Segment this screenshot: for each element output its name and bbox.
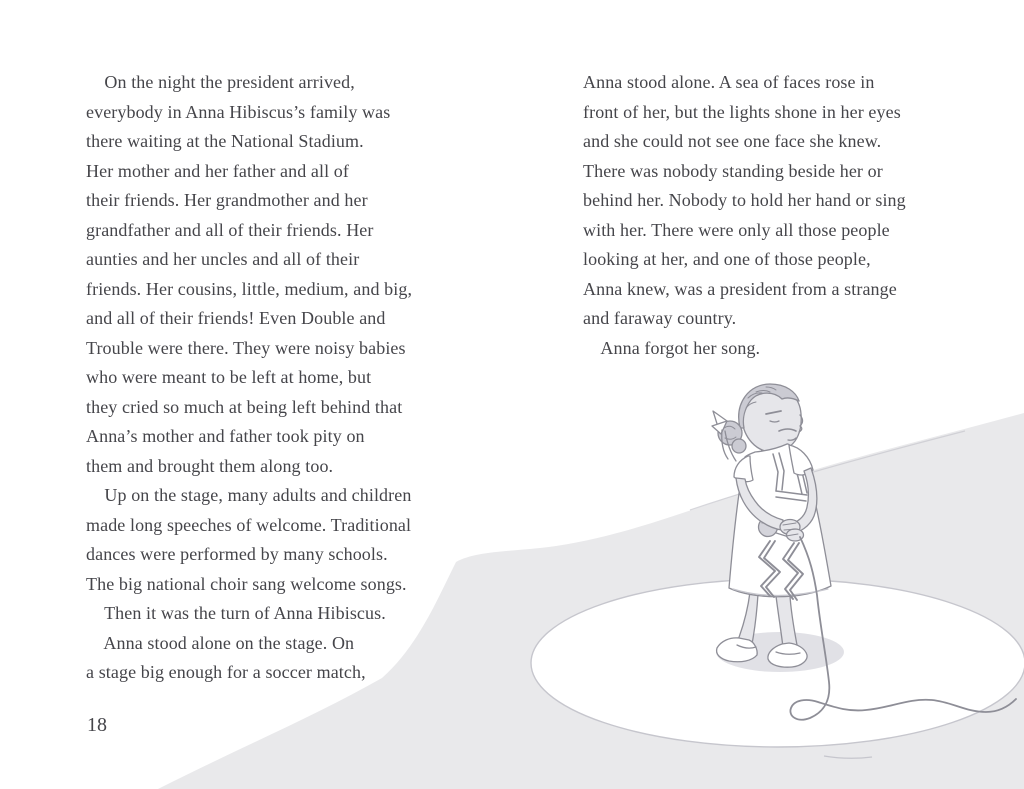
text-line: There was nobody standing beside her or — [583, 160, 883, 181]
left-text-column — [86, 68, 412, 688]
text-line: made long speeches of welcome. Traditional — [86, 514, 412, 535]
text-line: Anna knew, was a president from a strange — [583, 278, 897, 299]
text-line: Trouble were there. They were noisy babies — [86, 337, 406, 358]
text-line: everybody in Anna Hibiscus’s family was — [86, 101, 391, 122]
text-line: aunties and her uncles and all of their — [86, 249, 360, 269]
text-line: and all of their friends! Even Double and — [86, 308, 386, 328]
text-line: who were meant to be left at home, but — [86, 367, 372, 387]
text-line: behind her. Nobody to hold her hand or sing — [583, 190, 906, 210]
text-line: On the night the president arrived, — [86, 72, 355, 92]
page-number: 18 — [87, 714, 107, 736]
text-line: they cried so much at being left behind that — [86, 396, 403, 417]
text-line: Anna stood alone on the stage. On — [86, 632, 355, 653]
text-line: friends. Her cousins, little, medium, and big, — [86, 278, 413, 299]
text-line: grandfather and all of their friends. Her — [86, 219, 374, 240]
text-line: their friends. Her grandmother and her — [86, 190, 368, 210]
text-line: Anna stood alone. A sea of faces rose in — [583, 72, 875, 92]
text-line: front of her, but the lights shone in her eyes — [583, 101, 901, 122]
text-line: and faraway country. — [583, 308, 737, 328]
text-line: and she could not see one face she knew. — [583, 131, 882, 151]
text-line: dances were performed by many schools. — [86, 544, 388, 564]
text-line: them and brought them along too. — [86, 455, 334, 476]
text-line: Her mother and her father and all of — [86, 160, 349, 181]
text-line: Anna forgot her song. — [583, 337, 761, 358]
text-line: The big national choir sang welcome songs. — [86, 573, 407, 594]
text-line: with her. There were only all those people — [583, 219, 890, 240]
text-line: Up on the stage, many adults and children — [86, 485, 412, 505]
text-line: looking at her, and one of those people, — [583, 249, 871, 269]
text-line: a stage big enough for a soccer match, — [86, 662, 366, 682]
right-text-column — [583, 68, 906, 363]
text-line: there waiting at the National Stadium. — [86, 131, 364, 151]
text-line: Anna’s mother and father took pity on — [86, 426, 365, 446]
text-line: Then it was the turn of Anna Hibiscus. — [86, 603, 386, 623]
